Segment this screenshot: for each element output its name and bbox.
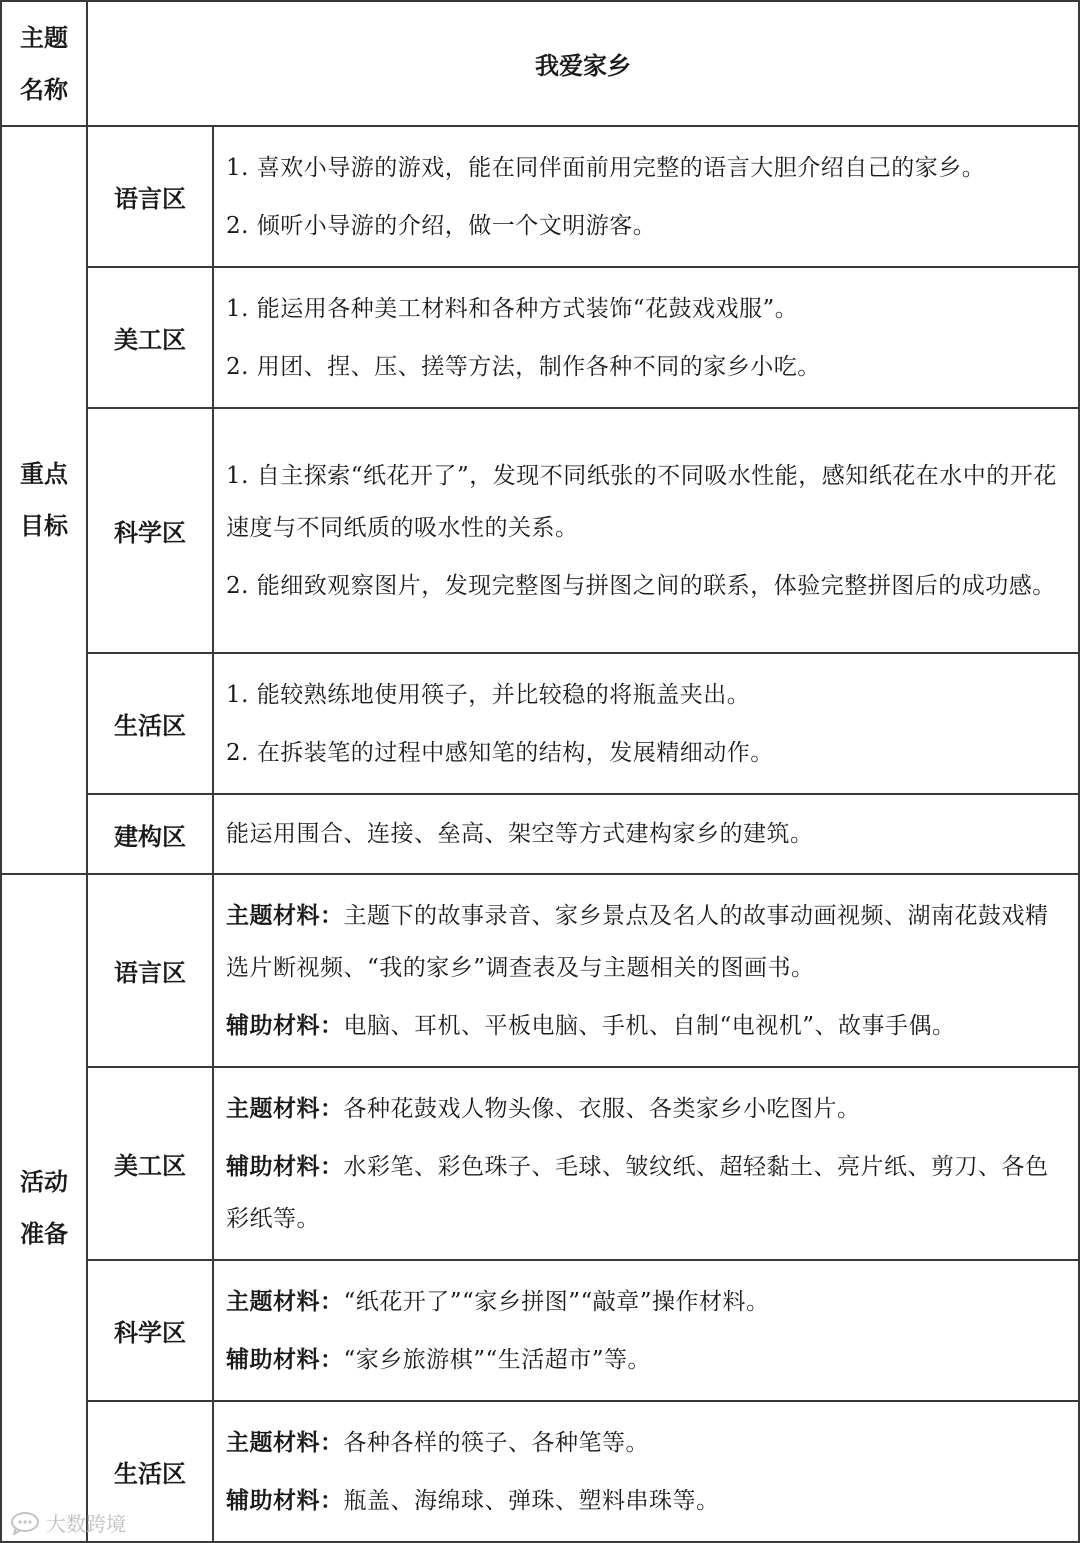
- theme-name-label: 主题 名称: [1, 1, 87, 126]
- area-name: 建构区: [87, 794, 213, 874]
- watermark-text: 大数跨境: [46, 1512, 126, 1536]
- goal-item: 1. 自主探索“纸花开了”，发现不同纸张的不同吸水性能，感知纸花在水中的开花速度与不同纸质的吸水性的关系。: [226, 462, 1057, 541]
- goal-item: 2. 在拆装笔的过程中感知笔的结构，发展精细动作。: [226, 739, 774, 766]
- goal-row-construction: [1, 794, 1079, 874]
- prep-row-life: [1, 1401, 1079, 1542]
- goal-item: 1. 能较熟练地使用筷子，并比较稳的将瓶盖夹出。: [226, 681, 751, 708]
- prep-content: [213, 1260, 1079, 1401]
- goals-label: 重点 目标: [1, 126, 87, 874]
- theme-materials: 主题材料：“纸花开了”“家乡拼图”“敲章”操作材料。: [226, 1288, 770, 1315]
- goal-content: [213, 126, 1079, 267]
- goal-content: [213, 794, 1079, 874]
- aux-materials: 辅助材料：水彩笔、彩色珠子、毛球、皱纹纸、超轻黏土、亮片纸、剪刀、各色彩纸等。: [226, 1153, 1049, 1232]
- prep-label: 活动 准备: [1, 874, 87, 1542]
- theme-title: 我爱家乡: [87, 1, 1079, 126]
- area-name: 科学区: [87, 408, 213, 653]
- watermark: [10, 1508, 126, 1537]
- chat-bubble-icon: [10, 1511, 40, 1535]
- goal-row-art: [1, 267, 1079, 408]
- area-name: 语言区: [87, 874, 213, 1067]
- aux-materials: 辅助材料：电脑、耳机、平板电脑、手机、自制“电视机”、故事手偶。: [226, 1012, 956, 1039]
- theme-materials-label: 主题材料：: [226, 902, 344, 929]
- area-name: 生活区: [87, 653, 213, 794]
- aux-materials-label: 辅助材料：: [226, 1487, 344, 1514]
- prep-row-art: [1, 1067, 1079, 1260]
- theme-materials: 主题材料：主题下的故事录音、家乡景点及名人的故事动画视频、湖南花鼓戏精选片断视频、“我的家乡”调查表及与主题相关的图画书。: [226, 902, 1049, 981]
- prep-row-science: [1, 1260, 1079, 1401]
- theme-name-row: [1, 1, 1079, 126]
- goal-item: 2. 用团、捏、压、搓等方法，制作各种不同的家乡小吃。: [226, 353, 821, 380]
- prep-row-language: [1, 874, 1079, 1067]
- aux-materials-label: 辅助材料：: [226, 1346, 344, 1373]
- area-name: 语言区: [87, 126, 213, 267]
- theme-materials-label: 主题材料：: [226, 1288, 344, 1315]
- area-name: 美工区: [87, 1067, 213, 1260]
- area-name: 美工区: [87, 267, 213, 408]
- aux-materials: 辅助材料：“家乡旅游棋”“生活超市”等。: [226, 1346, 652, 1373]
- aux-materials: 辅助材料：瓶盖、海绵球、弹珠、塑料串珠等。: [226, 1487, 720, 1514]
- goal-item: 2. 倾听小导游的介绍，做一个文明游客。: [226, 212, 657, 239]
- area-name: 科学区: [87, 1260, 213, 1401]
- theme-materials-label: 主题材料：: [226, 1095, 344, 1122]
- prep-content: [213, 874, 1079, 1067]
- goal-item: 能运用围合、连接、垒高、架空等方式建构家乡的建筑。: [226, 821, 814, 847]
- theme-materials: 主题材料：各种各样的筷子、各种笔等。: [226, 1429, 649, 1456]
- goal-content: [213, 408, 1079, 653]
- goal-row-language: [1, 126, 1079, 267]
- goal-item: 1. 喜欢小导游的游戏，能在同伴面前用完整的语言大胆介绍自己的家乡。: [226, 154, 986, 181]
- goal-content: [213, 653, 1079, 794]
- goal-row-life: [1, 653, 1079, 794]
- theme-materials-label: 主题材料：: [226, 1429, 344, 1456]
- goal-item: 2. 能细致观察图片，发现完整图与拼图之间的联系，体验完整拼图后的成功感。: [226, 572, 1056, 599]
- goal-item: 1. 能运用各种美工材料和各种方式装饰“花鼓戏戏服”。: [226, 295, 799, 322]
- prep-content: [213, 1401, 1079, 1542]
- theme-materials: 主题材料：各种花鼓戏人物头像、衣服、各类家乡小吃图片。: [226, 1095, 861, 1122]
- aux-materials-label: 辅助材料：: [226, 1012, 344, 1039]
- prep-content: [213, 1067, 1079, 1260]
- area-name: 生活区: [87, 1401, 213, 1542]
- aux-materials-label: 辅助材料：: [226, 1153, 344, 1180]
- goal-content: [213, 267, 1079, 408]
- goal-row-science: [1, 408, 1079, 653]
